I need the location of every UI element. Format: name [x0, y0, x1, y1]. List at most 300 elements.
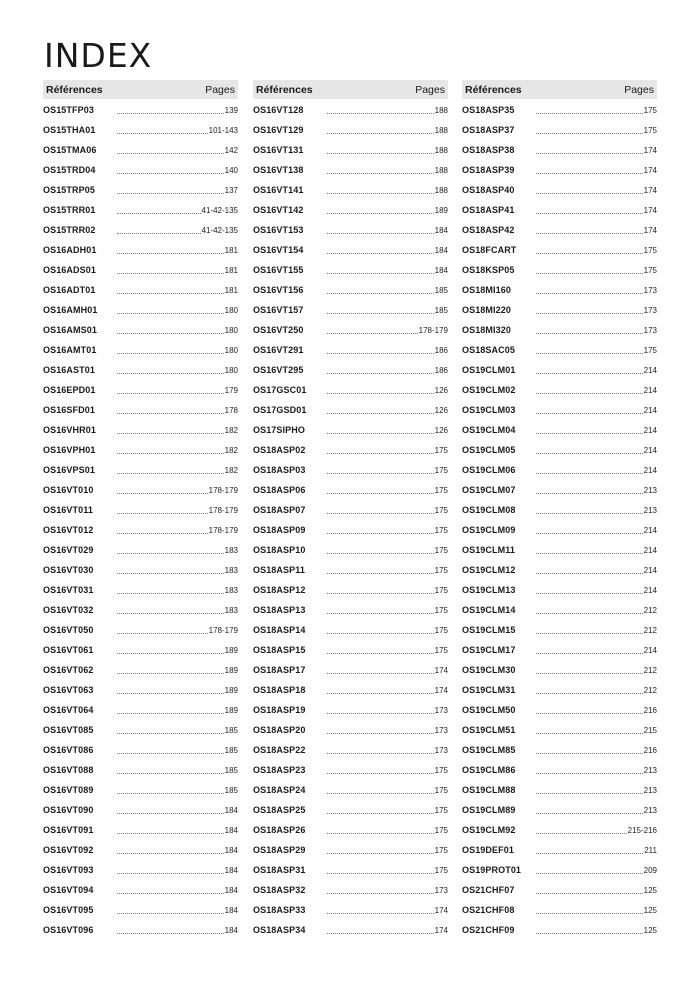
reference-code: OS18ASP10 [253, 545, 306, 555]
index-entry [43, 140, 238, 160]
pages-header: Pages [624, 83, 654, 96]
reference-code: OS19CLM08 [462, 505, 516, 515]
reference-code: OS15TFP03 [43, 105, 94, 115]
page-number: 188 [434, 125, 448, 135]
dot-leader [117, 113, 224, 114]
dot-leader [536, 273, 643, 274]
reference-code: OS15TRR02 [43, 225, 96, 235]
page-number: 175 [434, 645, 448, 655]
dot-leader [536, 693, 643, 694]
reference-code: OS16VT295 [253, 365, 304, 375]
index-entry [43, 300, 238, 320]
reference-code: OS19CLM86 [462, 765, 516, 775]
page-number: 213 [643, 805, 657, 815]
reference-code: OS18ASP34 [253, 925, 306, 935]
page-number: 137 [224, 185, 238, 195]
page-number: 174 [434, 665, 448, 675]
index-entry [43, 660, 238, 680]
index-entry [462, 760, 657, 780]
page-number: 126 [434, 425, 448, 435]
column-header [43, 80, 238, 99]
reference-code: OS19CLM13 [462, 585, 516, 595]
reference-code: OS19CLM50 [462, 705, 516, 715]
dot-leader [117, 233, 201, 234]
page-number: 188 [434, 185, 448, 195]
index-entry [253, 920, 448, 940]
index-entry [462, 280, 657, 300]
index-entry [462, 440, 657, 460]
index-entry [462, 380, 657, 400]
index-entry [253, 400, 448, 420]
page-number: 184 [224, 805, 238, 815]
dot-leader [327, 913, 434, 914]
reference-code: OS18ASP33 [253, 905, 306, 915]
reference-code: OS16VT088 [43, 765, 94, 775]
column-header [253, 80, 448, 99]
dot-leader [117, 213, 201, 214]
index-entry [43, 280, 238, 300]
dot-leader [117, 553, 224, 554]
dot-leader [117, 373, 224, 374]
page-number: 212 [643, 685, 657, 695]
page-number: 175 [434, 465, 448, 475]
dot-leader [327, 653, 434, 654]
dot-leader [117, 713, 224, 714]
dot-leader [536, 613, 643, 614]
page-number: 175 [434, 625, 448, 635]
reference-code: OS18ASP12 [253, 585, 306, 595]
page-number: 188 [434, 105, 448, 115]
dot-leader [327, 533, 434, 534]
page-number: 41-42-135 [201, 225, 238, 235]
index-entry [43, 620, 238, 640]
dot-leader [327, 793, 434, 794]
reference-code: OS18MI320 [462, 325, 511, 335]
reference-code: OS16VT155 [253, 265, 304, 275]
index-entry [462, 720, 657, 740]
page-number: 183 [224, 545, 238, 555]
index-entry [43, 840, 238, 860]
dot-leader [536, 833, 627, 834]
page-number: 126 [434, 405, 448, 415]
dot-leader [327, 353, 434, 354]
dot-leader [536, 533, 643, 534]
page-number: 189 [224, 705, 238, 715]
page-number: 215-216 [627, 825, 657, 835]
reference-code: OS18ASP29 [253, 845, 306, 855]
reference-code: OS18KSP05 [462, 265, 515, 275]
page-number: 184 [224, 905, 238, 915]
dot-leader [327, 273, 434, 274]
dot-leader [117, 753, 224, 754]
column-header [462, 80, 657, 99]
page-number: 214 [643, 465, 657, 475]
dot-leader [327, 613, 434, 614]
dot-leader [536, 293, 643, 294]
dot-leader [327, 693, 434, 694]
reference-code: OS16VT095 [43, 905, 94, 915]
reference-code: OS16VT086 [43, 745, 94, 755]
dot-leader [327, 453, 434, 454]
references-header: Références [46, 83, 103, 96]
index-entry [43, 880, 238, 900]
index-entry [253, 160, 448, 180]
dot-leader [117, 513, 208, 514]
reference-code: OS19CLM01 [462, 365, 516, 375]
reference-code: OS19CLM30 [462, 665, 516, 675]
page-number: 142 [224, 145, 238, 155]
reference-code: OS19CLM14 [462, 605, 516, 615]
reference-code: OS18ASP17 [253, 665, 306, 675]
dot-leader [117, 933, 224, 934]
dot-leader [117, 293, 224, 294]
index-entry [462, 680, 657, 700]
reference-code: OS18ASP11 [253, 565, 305, 575]
page-number: 216 [643, 745, 657, 755]
index-entry [43, 540, 238, 560]
dot-leader [536, 573, 643, 574]
reference-code: OS18ASP22 [253, 745, 306, 755]
index-entry [253, 600, 448, 620]
index-entry [253, 800, 448, 820]
reference-code: OS18ASP37 [462, 125, 515, 135]
reference-code: OS16SFD01 [43, 405, 95, 415]
index-entry [43, 640, 238, 660]
index-entry [43, 900, 238, 920]
page-number: 185 [224, 765, 238, 775]
index-entry [253, 540, 448, 560]
dot-leader [536, 873, 643, 874]
dot-leader [117, 313, 224, 314]
page-number: 188 [434, 165, 448, 175]
reference-code: OS19CLM17 [462, 645, 516, 655]
dot-leader [536, 393, 643, 394]
index-entry [462, 780, 657, 800]
index-entry [253, 200, 448, 220]
reference-code: OS19CLM15 [462, 625, 516, 635]
page-number: 181 [224, 245, 238, 255]
index-entry [43, 720, 238, 740]
reference-code: OS19CLM88 [462, 785, 516, 795]
index-entry [462, 740, 657, 760]
page-number: 175 [434, 445, 448, 455]
reference-code: OS16VT090 [43, 805, 94, 815]
reference-code: OS16AMS01 [43, 325, 97, 335]
page-number: 211 [644, 845, 657, 855]
index-entry [253, 240, 448, 260]
index-entry [253, 180, 448, 200]
index-entry [43, 580, 238, 600]
page-number: 179 [224, 385, 238, 395]
references-header: Références [465, 83, 522, 96]
reference-code: OS18ASP26 [253, 825, 306, 835]
dot-leader [117, 593, 224, 594]
page-number: 175 [434, 765, 448, 775]
dot-leader [536, 753, 643, 754]
page-number: 173 [643, 305, 657, 315]
page-number: 186 [434, 365, 448, 375]
index-entry [462, 600, 657, 620]
dot-leader [536, 233, 643, 234]
page-number: 213 [643, 505, 657, 515]
page-number: 175 [643, 265, 657, 275]
dot-leader [327, 633, 434, 634]
page-number: 189 [224, 685, 238, 695]
index-entry [253, 220, 448, 240]
dot-leader [117, 913, 224, 914]
index-entry [43, 520, 238, 540]
reference-code: OS16VT012 [43, 525, 94, 535]
dot-leader [117, 733, 224, 734]
index-entry [43, 380, 238, 400]
index-entry [462, 880, 657, 900]
page-number: 125 [643, 885, 657, 895]
index-entry [253, 620, 448, 640]
index-entry [462, 800, 657, 820]
index-entry [43, 420, 238, 440]
reference-code: OS16VT091 [43, 825, 94, 835]
reference-code: OS16VT062 [43, 665, 94, 675]
index-entry [253, 440, 448, 460]
dot-leader [536, 593, 643, 594]
reference-code: OS19PROT01 [462, 865, 522, 875]
reference-code: OS16VT093 [43, 865, 94, 875]
index-entry [253, 320, 448, 340]
page-number: 185 [224, 725, 238, 735]
reference-code: OS19CLM05 [462, 445, 516, 455]
page-number: 214 [643, 365, 657, 375]
index-entry [462, 860, 657, 880]
index-entry [43, 560, 238, 580]
index-entry [253, 840, 448, 860]
page-number: 183 [224, 565, 238, 575]
index-entry [462, 620, 657, 640]
index-list [253, 100, 448, 940]
reference-code: OS16VT250 [253, 325, 304, 335]
dot-leader [536, 473, 643, 474]
index-entry [43, 240, 238, 260]
reference-code: OS16VPS01 [43, 465, 95, 475]
dot-leader [327, 373, 434, 374]
dot-leader [327, 553, 434, 554]
page-number: 174 [643, 225, 657, 235]
page-number: 180 [224, 325, 238, 335]
index-list [462, 100, 657, 940]
page-number: 174 [434, 925, 448, 935]
dot-leader [117, 193, 224, 194]
dot-leader [536, 433, 643, 434]
index-entry [43, 100, 238, 120]
reference-code: OS19CLM31 [462, 685, 516, 695]
reference-code: OS19CLM92 [462, 825, 516, 835]
reference-code: OS19CLM89 [462, 805, 516, 815]
reference-code: OS18MI220 [462, 305, 511, 315]
dot-leader [117, 853, 224, 854]
page-number: 174 [643, 145, 657, 155]
reference-code: OS16VPH01 [43, 445, 96, 455]
page-number: 178-179 [208, 525, 238, 535]
page-number: 178-179 [208, 505, 238, 515]
reference-code: OS16VT154 [253, 245, 304, 255]
page-number: 213 [643, 785, 657, 795]
page-number: 175 [434, 605, 448, 615]
page-number: 184 [434, 265, 448, 275]
reference-code: OS16VT010 [43, 485, 94, 495]
index-entry [253, 380, 448, 400]
index-entry [253, 860, 448, 880]
page-number: 173 [434, 725, 448, 735]
reference-code: OS15THA01 [43, 125, 96, 135]
index-entry [43, 120, 238, 140]
dot-leader [327, 153, 434, 154]
reference-code: OS18ASP03 [253, 465, 306, 475]
dot-leader [327, 513, 434, 514]
index-entry [43, 800, 238, 820]
page-number: 175 [434, 545, 448, 555]
page-number: 212 [643, 665, 657, 675]
index-entry [253, 140, 448, 160]
dot-leader [536, 173, 643, 174]
page-number: 209 [643, 865, 657, 875]
dot-leader [536, 733, 643, 734]
index-entry [462, 220, 657, 240]
reference-code: OS18ASP19 [253, 705, 306, 715]
page-number: 186 [434, 345, 448, 355]
dot-leader [536, 213, 643, 214]
dot-leader [536, 413, 643, 414]
index-entry [43, 360, 238, 380]
dot-leader [327, 893, 434, 894]
reference-code: OS16VT157 [253, 305, 304, 315]
page-number: 185 [434, 285, 448, 295]
reference-code: OS19CLM07 [462, 485, 516, 495]
index-entry [253, 880, 448, 900]
dot-leader [327, 813, 434, 814]
page-number: 188 [434, 145, 448, 155]
index-entry [462, 820, 657, 840]
reference-code: OS18ASP39 [462, 165, 515, 175]
reference-code: OS16ADS01 [43, 265, 96, 275]
reference-code: OS16AMH01 [43, 305, 98, 315]
reference-code: OS16VT156 [253, 285, 304, 295]
dot-leader [327, 413, 434, 414]
index-entry [462, 160, 657, 180]
reference-code: OS19DEF01 [462, 845, 514, 855]
reference-code: OS17GSC01 [253, 385, 307, 395]
page-number: 215 [643, 725, 657, 735]
page-number: 175 [434, 525, 448, 535]
reference-code: OS16AST01 [43, 365, 95, 375]
dot-leader [117, 153, 224, 154]
index-entry [462, 520, 657, 540]
reference-code: OS16VT063 [43, 685, 94, 695]
index-entry [253, 820, 448, 840]
page-number: 184 [434, 225, 448, 235]
dot-leader [536, 493, 643, 494]
index-entry [462, 560, 657, 580]
reference-code: OS16VT153 [253, 225, 304, 235]
page-number: 180 [224, 365, 238, 375]
dot-leader [536, 633, 643, 634]
page-number: 175 [434, 505, 448, 515]
reference-code: OS19CLM11 [462, 545, 515, 555]
index-column-2 [253, 80, 448, 940]
reference-code: OS19CLM51 [462, 725, 516, 735]
pages-header: Pages [205, 83, 235, 96]
dot-leader [536, 933, 643, 934]
page-number: 189 [434, 205, 448, 215]
page-number: 175 [643, 345, 657, 355]
dot-leader [327, 853, 434, 854]
index-entry [253, 260, 448, 280]
dot-leader [536, 673, 643, 674]
index-entry [462, 420, 657, 440]
reference-code: OS18ASP40 [462, 185, 515, 195]
dot-leader [536, 893, 643, 894]
dot-leader [117, 833, 224, 834]
reference-code: OS19CLM04 [462, 425, 516, 435]
dot-leader [327, 873, 434, 874]
reference-code: OS16VT031 [43, 585, 94, 595]
dot-leader [327, 173, 434, 174]
index-entry [462, 460, 657, 480]
reference-code: OS16VT131 [253, 145, 304, 155]
dot-leader [117, 433, 224, 434]
page-number: 175 [434, 785, 448, 795]
page-number: 214 [643, 445, 657, 455]
page-number: 184 [224, 865, 238, 875]
page-number: 126 [434, 385, 448, 395]
index-entry [462, 660, 657, 680]
dot-leader [117, 613, 224, 614]
page-number: 189 [224, 645, 238, 655]
index-entry [43, 200, 238, 220]
page-number: 216 [643, 705, 657, 715]
index-entry [43, 920, 238, 940]
dot-leader [327, 393, 434, 394]
reference-code: OS18ASP13 [253, 605, 306, 615]
page-number: 182 [224, 465, 238, 475]
index-entry [253, 780, 448, 800]
page-number: 182 [224, 425, 238, 435]
reference-code: OS21CHF07 [462, 885, 515, 895]
index-entry [462, 140, 657, 160]
page-number: 178 [224, 405, 238, 415]
page-number: 185 [434, 305, 448, 315]
index-entry [253, 660, 448, 680]
dot-leader [327, 493, 434, 494]
page-number: 174 [643, 185, 657, 195]
index-entry [43, 680, 238, 700]
dot-leader [117, 253, 224, 254]
reference-code: OS16VT029 [43, 545, 94, 555]
page-number: 175 [434, 865, 448, 875]
reference-code: OS16VT096 [43, 925, 94, 935]
index-entry [43, 340, 238, 360]
reference-code: OS18ASP20 [253, 725, 306, 735]
dot-leader [327, 593, 434, 594]
dot-leader [327, 113, 434, 114]
dot-leader [117, 653, 224, 654]
dot-leader [117, 273, 224, 274]
page-number: 178-179 [208, 485, 238, 495]
dot-leader [327, 233, 434, 234]
reference-code: OS15TMA06 [43, 145, 97, 155]
page-number: 214 [643, 565, 657, 575]
pages-header: Pages [415, 83, 445, 96]
page-number: 214 [643, 385, 657, 395]
index-entry [43, 220, 238, 240]
